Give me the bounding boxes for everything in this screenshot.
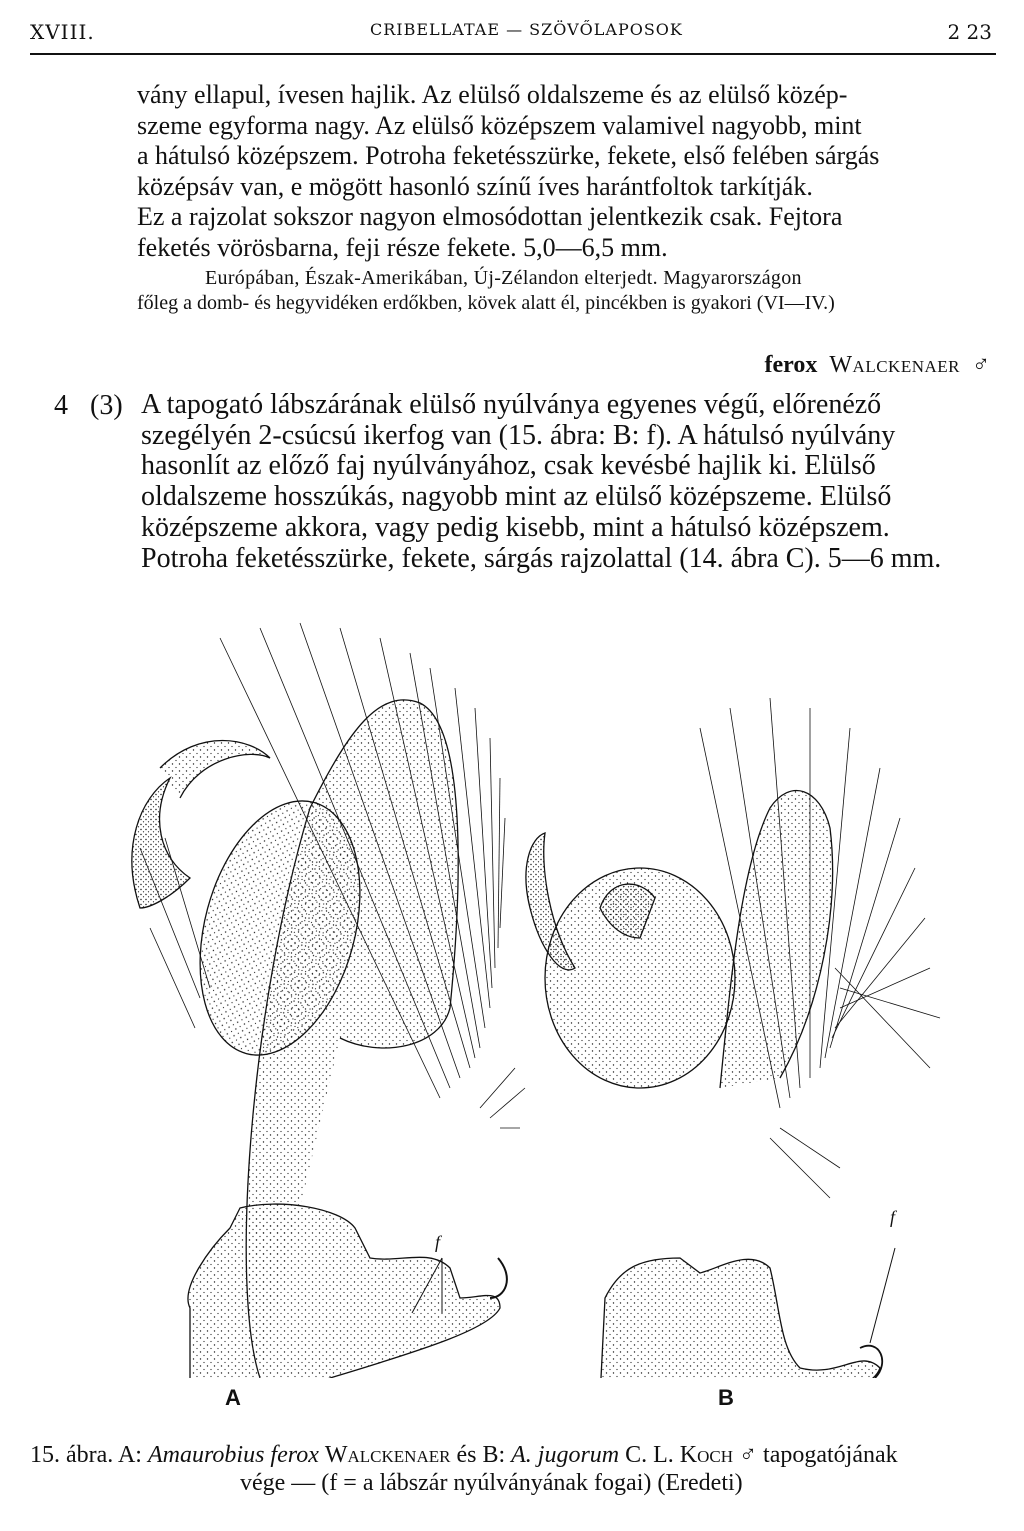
text-line: A tapogató lábszárának elülső nyúlványa egyenes végű, előrenéző: [141, 389, 882, 420]
text-line: vány ellapul, ívesen hajlik. Az elülső oldalszeme és az elülső közép-: [137, 80, 848, 109]
figure-caption: [30, 1441, 1005, 1497]
description-paragraph: [137, 80, 992, 263]
palp-illustration: [80, 608, 950, 1378]
running-title: CRIBELLATAE — SZÖVŐLAPOSOK: [370, 20, 683, 39]
caption-author-b: C. L. Koch: [625, 1442, 734, 1468]
header-rule: [30, 53, 996, 55]
pointer-label-b: f: [890, 1207, 896, 1227]
species-epithet: ferox: [764, 352, 818, 378]
drawing-b: [526, 698, 940, 1378]
figure-label-a: A: [225, 1385, 241, 1410]
caption-and: és B:: [450, 1442, 512, 1468]
key-paragraph: [141, 390, 993, 574]
chapter-number: XVIII.: [30, 20, 95, 44]
text-line: szeme egyforma nagy. Az elülső középszem valamivel nagyobb, mint: [137, 110, 862, 140]
male-symbol: ♂: [972, 352, 990, 378]
text-line: hasonlít az előző faj nyúlványához, csak kevésbé hajlik ki. Elülső: [141, 450, 876, 482]
caption-line-2: vége — (f = a lábszár nyúlványának fogai) (Eredeti): [240, 1470, 743, 1496]
caption-suffix: tapogatójának: [757, 1442, 898, 1468]
caption-species-a: Amaurobius ferox: [147, 1442, 319, 1468]
caption-author-a: Walckenaer: [324, 1442, 451, 1468]
caption-species-b: A. jugorum: [511, 1442, 620, 1468]
text-line: Európában, Észak-Amerikában, Új-Zélandon elterjedt. Magyarországon: [205, 267, 802, 289]
key-number: 4: [54, 390, 68, 421]
pointer-label-a: f: [435, 1232, 441, 1252]
text-line: Ez a rajzolat sokszor nagyon elmosódottan jelentkezik csak. Fejtora: [137, 202, 843, 231]
species-name: [765, 352, 990, 379]
text-line: főleg a domb- és hegyvidéken erdőkben, kövek alatt él, pincékben is gyakori (VI—IV.): [137, 292, 835, 314]
text-line: feketés vörösbarna, feji része fekete. 5,0—6,5 mm.: [137, 232, 668, 262]
text-line: szegélyén 2-csúcsú ikerfog van (15. ábra: B: f). A hátulsó nyúlvány: [141, 419, 896, 451]
text-line: oldalszeme hosszúkás, nagyobb mint az elülső középszeme. Elülső: [141, 481, 892, 513]
text-line: Potroha feketésszürke, fekete, sárgás rajzolattal (14. ábra C). 5—6 mm.: [141, 542, 942, 574]
text-line: a hátulsó középszem. Potroha feketésszürke, fekete, első felében sárgás: [137, 141, 880, 170]
page-number: 2 23: [947, 20, 992, 44]
distribution-paragraph: [137, 266, 992, 316]
drawing-a: [132, 623, 525, 1378]
caption-male-symbol: ♂: [739, 1442, 758, 1468]
text-line: középsáv van, e mögött hasonló színű íves harántfoltok tarkítják.: [137, 171, 813, 201]
caption-prefix: 15. ábra. A:: [30, 1442, 148, 1468]
key-reference: (3): [90, 390, 123, 421]
figure-label-b: B: [718, 1385, 734, 1410]
text-line: középszeme akkora, vagy pedig kisebb, mint a hátulsó középszem.: [141, 511, 890, 543]
species-author: Walckenaer: [829, 352, 960, 378]
